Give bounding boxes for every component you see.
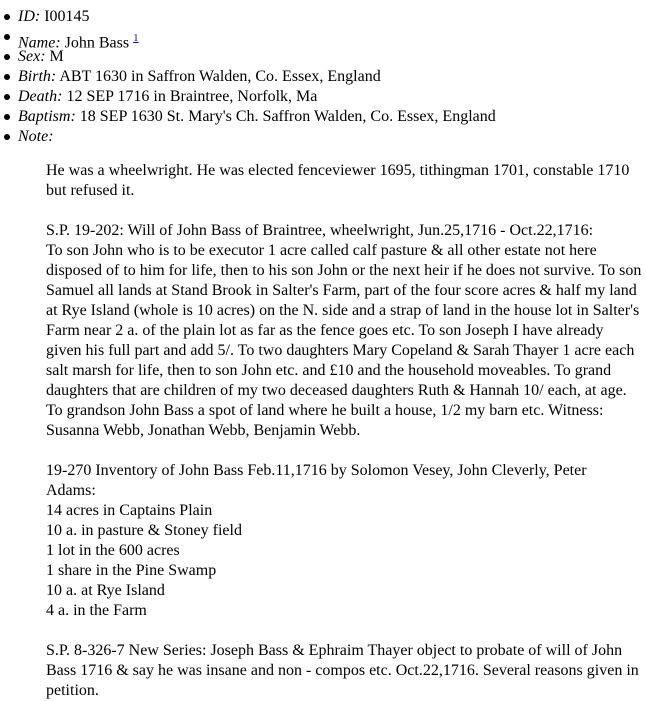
bullet-icon (4, 114, 10, 120)
footnote-link[interactable]: 1 (133, 32, 139, 44)
note-line: S.P. 8-326-7 New Series: Joseph Bass & Ephraim Thayer object to probate of will of John (46, 642, 623, 659)
field-value: John Bass (64, 34, 130, 52)
field-value: M (49, 48, 64, 65)
field-death (4, 87, 646, 107)
note-paragraph (46, 641, 639, 701)
field-label: Sex: (18, 48, 46, 65)
note-line: He was a wheelwright. He was elected fenceviewer 1695, tithingman 1701, constable 1710 (46, 162, 630, 179)
note-paragraph (46, 461, 626, 621)
bullet-icon (4, 94, 10, 100)
bullet-icon (4, 34, 10, 40)
note-line: Samuel all lands at Stand Brook in Salter's Farm, part of the four score acres & half my land (46, 282, 637, 299)
note-line: 4 a. in the Farm (46, 602, 147, 619)
note-line: 19-270 Inventory of John Bass Feb.11,1716 by Solomon Vesey, John Cleverly, Peter (46, 462, 587, 479)
note-line: at Rye Island (whole is 10 acres) on the N. side and a strap of land in the house lot in Salter's (46, 302, 640, 319)
bullet-icon (4, 54, 10, 60)
note-line: 10 a. at Rye Island (46, 582, 165, 599)
note-line: Farm near 2 a. of the plain lot as far as the fence goes etc. To son Joseph I have already (46, 322, 604, 339)
bullet-icon (4, 14, 10, 20)
note-paragraph (46, 161, 630, 201)
field-label: ID: (18, 8, 41, 25)
field-value: 12 SEP 1716 in Braintree, Norfolk, Ma (66, 88, 318, 105)
note-line: To grandson John Bass a spot of land where he built a house, 1/2 my barn etc. Witness: (46, 402, 604, 419)
field-name (4, 27, 646, 52)
field-sex (4, 47, 646, 67)
note-line: daughters that are children of my two deceased daughters Ruth & Hannah 10/ each, at age. (46, 382, 627, 399)
field-id (4, 7, 646, 27)
note-line: disposed of to him for life, then to his son John or the next heir if he does not survive. To son (46, 262, 642, 279)
bullet-icon (4, 74, 10, 80)
field-label: Birth: (18, 68, 57, 85)
note-line: Susanna Webb, Jonathan Webb, Benjamin Webb. (46, 422, 361, 439)
field-note (4, 127, 646, 147)
field-label: Death: (18, 88, 63, 105)
note-body (4, 161, 642, 701)
note-line: 10 a. in pasture & Stoney field (46, 522, 242, 539)
field-value: I00145 (44, 8, 90, 25)
field-label: Baptism: (18, 108, 76, 125)
note-line: To son John who is to be executor 1 acre called calf pasture & all other estate not here (46, 242, 597, 259)
note-line: 1 share in the Pine Swamp (46, 562, 217, 579)
field-birth (4, 67, 646, 87)
note-line: but refused it. (46, 182, 135, 199)
field-value: 18 SEP 1630 St. Mary's Ch. Saffron Walden, Co. Essex, England (79, 108, 496, 125)
note-line: 1 lot in the 600 acres (46, 542, 180, 559)
field-list (4, 7, 646, 147)
note-paragraph (46, 221, 642, 441)
bullet-icon (4, 134, 10, 140)
note-line: given his full part and add 5/. To two daughters Mary Copeland & Sarah Thayer 1 acre each (46, 342, 635, 359)
field-value: ABT 1630 in Saffron Walden, Co. Essex, England (59, 68, 381, 85)
note-line: Adams: (46, 482, 96, 499)
field-label: Name: (18, 34, 61, 52)
note-line: 14 acres in Captains Plain (46, 502, 213, 519)
note-line: petition. (46, 682, 99, 699)
note-line: Bass 1716 & say he was insane and non - compos etc. Oct.22,1716. Several reasons given in (46, 662, 639, 679)
note-line: salt marsh for life, then to son John etc. and £10 and the household moveables. To grand (46, 362, 612, 379)
field-label: Note: (18, 128, 54, 145)
field-baptism (4, 107, 646, 127)
note-line: S.P. 19-202: Will of John Bass of Braintree, wheelwright, Jun.25,1716 - Oct.22,1716: (46, 222, 594, 239)
